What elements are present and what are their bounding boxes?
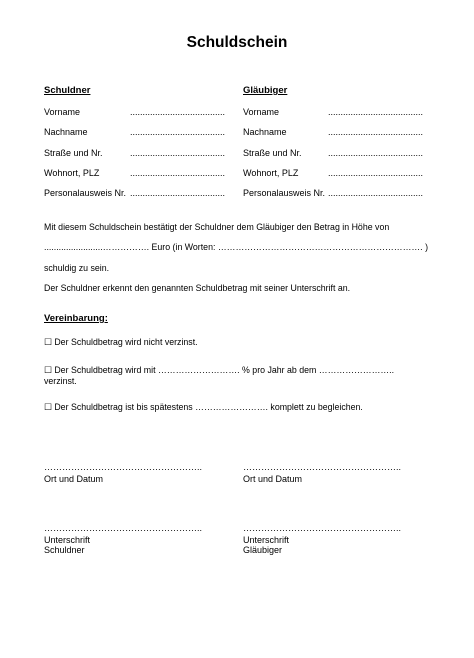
schuldner-ausweis-field[interactable]: ...................................... bbox=[130, 188, 226, 198]
glaeubiger-wohnort-label: Wohnort, PLZ bbox=[243, 168, 299, 178]
schuldner-vorname-field[interactable]: ...................................... bbox=[130, 107, 226, 117]
schuldner-strasse-field[interactable]: ...................................... bbox=[130, 148, 226, 158]
glaeubiger-ausweis-field[interactable]: ...................................... bbox=[328, 188, 424, 198]
glaeubiger-unterschrift-label: Unterschrift bbox=[243, 535, 290, 545]
schuldner-unterschrift-label: Unterschrift bbox=[44, 535, 91, 545]
glaeubiger-ort-datum-line[interactable]: …………………………………………….. bbox=[243, 462, 402, 472]
glaeubiger-signature-line[interactable]: …………………………………………….. bbox=[243, 523, 402, 533]
schuldner-wohnort-field[interactable]: ...................................... bbox=[130, 168, 226, 178]
amount-line[interactable]: ........................……………. Euro (in Worten: ……………………………………………………………. ) bbox=[44, 242, 429, 252]
glaeubiger-vorname-label: Vorname bbox=[243, 107, 280, 117]
schuldner-ort-datum-label: Ort und Datum bbox=[44, 474, 104, 484]
glaeubiger-header: Gläubiger bbox=[243, 85, 288, 96]
schuldner-wohnort-label: Wohnort, PLZ bbox=[44, 168, 100, 178]
schuldner-signature-line[interactable]: …………………………………………….. bbox=[44, 523, 203, 533]
anerkennung-text: Der Schuldner erkennt den genannten Schuldbetrag mit seiner Unterschrift an. bbox=[44, 283, 351, 293]
intro-text: Mit diesem Schuldschein bestätigt der Schuldner dem Gläubiger den Betrag in Höhe von bbox=[44, 222, 390, 232]
page-title: Schuldschein bbox=[186, 34, 288, 51]
schuldig-text: schuldig zu sein. bbox=[44, 263, 110, 273]
vereinbarung-option-nicht-verzinst[interactable]: ☐ Der Schuldbetrag wird nicht verzinst. bbox=[44, 337, 198, 347]
schuldner-nachname-field[interactable]: ...................................... bbox=[130, 127, 226, 137]
glaeubiger-ausweis-label: Personalausweis Nr. bbox=[243, 188, 326, 198]
glaeubiger-ort-datum-label: Ort und Datum bbox=[243, 474, 303, 484]
schuldner-role-label: Schuldner bbox=[44, 545, 85, 555]
glaeubiger-role-label: Gläubiger bbox=[243, 545, 283, 555]
vereinbarung-header: Vereinbarung: bbox=[44, 313, 108, 324]
glaeubiger-strasse-field[interactable]: ...................................... bbox=[328, 148, 424, 158]
vereinbarung-option-begleichen[interactable]: ☐ Der Schuldbetrag ist bis spätestens ……………………. komplett zu begleichen. bbox=[44, 402, 363, 412]
glaeubiger-nachname-label: Nachname bbox=[243, 127, 287, 137]
schuldner-vorname-label: Vorname bbox=[44, 107, 81, 117]
glaeubiger-strasse-label: Straße und Nr. bbox=[243, 148, 302, 158]
schuldner-ausweis-label: Personalausweis Nr. bbox=[44, 188, 127, 198]
glaeubiger-wohnort-field[interactable]: ...................................... bbox=[328, 168, 424, 178]
schuldner-strasse-label: Straße und Nr. bbox=[44, 148, 103, 158]
glaeubiger-vorname-field[interactable]: ...................................... bbox=[328, 107, 424, 117]
vereinbarung-option-verzinst-cont: verzinst. bbox=[44, 376, 77, 386]
glaeubiger-nachname-field[interactable]: ...................................... bbox=[328, 127, 424, 137]
schuldner-ort-datum-line[interactable]: …………………………………………….. bbox=[44, 462, 203, 472]
schuldner-header: Schuldner bbox=[44, 85, 91, 96]
vereinbarung-option-verzinst[interactable]: ☐ Der Schuldbetrag wird mit ………………………. % pro Jahr ab dem …………………….. bbox=[44, 365, 395, 375]
schuldner-nachname-label: Nachname bbox=[44, 127, 88, 137]
